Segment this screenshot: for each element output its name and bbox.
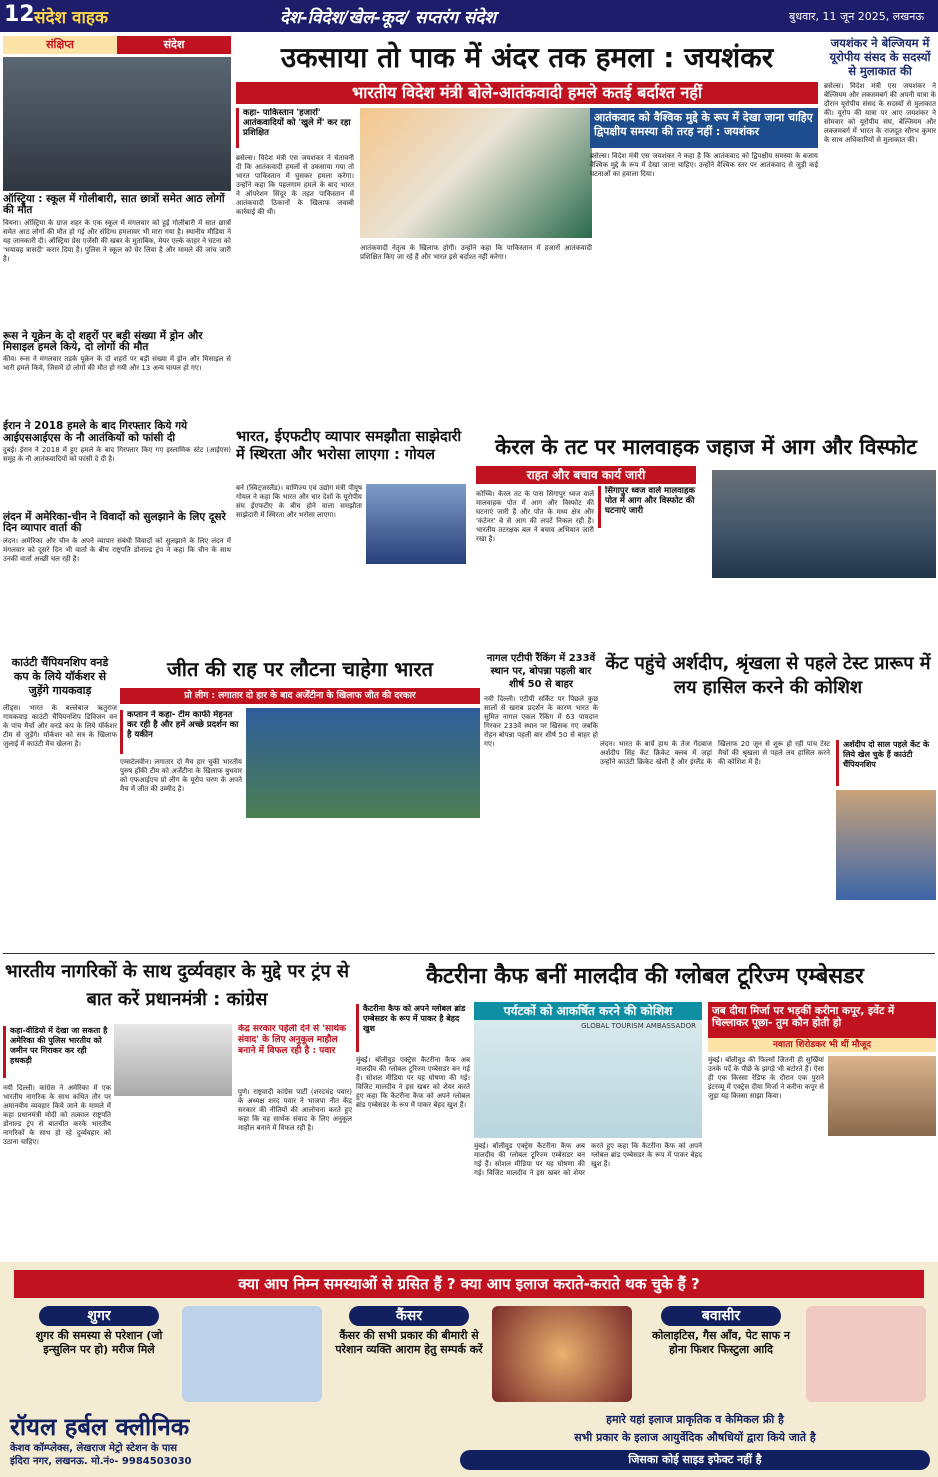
hockey-highlight-box: कप्तान ने कहा- टीम काफी मेहनत कर रही है और हमें अच्छे प्रदर्शन का है यकीन: [120, 710, 242, 754]
yorkshire-story: [3, 656, 117, 948]
kerala-headline: केरल के तट पर मालवाहक जहाज में आग और विस्फोट: [495, 435, 917, 459]
pawar-headline: केंद्र सरकार पहेली देने से 'सार्थक संवाद' के लिए अनुकूल माहौल बनाने में विफल रही है : पवार: [238, 1024, 347, 1056]
terror-global-headline: आतंकवाद को वैश्विक मुद्दे के रूप में देखा जाना चाहिए द्विपक्षीय समस्या की तरह नहीं : जयशंकर: [590, 108, 818, 148]
headline-russia: रूस ने यूक्रेन के दो शहरों पर बड़ी संख्या में ड्रोन और मिसाइल हमले किये, दो लोगों की मौत: [3, 329, 203, 353]
lead-subheadline: भारतीय विदेश मंत्री बोले-आतंकवादी हमले कतई बर्दाश्त नहीं: [236, 82, 818, 104]
headline-austria: ऑस्ट्रिया : स्कूल में गोलीबारी, सात छात्रों समेत आठ लोगों की मौत: [3, 193, 225, 217]
eu-parliament-headline: जयशंकर ने बेल्जियम में यूरोपीय संसद के सदस्यों से मुलाकात की: [829, 36, 931, 78]
issue-date: बुधवार, 11 जून 2025, लखनऊ: [789, 10, 924, 23]
terror-global-body: ब्रसेल्स। विदेश मंत्री एस जयशंकर ने कहा है कि आतंकवाद को द्विपक्षीय समस्या के बजाय वैश्विक मुद्दे के रूप में देखा जाना चाहिए। उन्होंने वैश्विक स्तर पर आतंकवाद से जुड़ी कई घटनाओं का हवाला दिया।: [590, 152, 818, 178]
kareena-body: मुंबई। बॉलीवुड की फिल्मों जितनी ही सुर्खियां उनके पर्दे के पीछे के झगड़े भी बटोरते हैं। ऐसा ही एक किस्सा रेडिफ के दौरान एक पुराने इंटरव्यू में एक्ट्रेस दीया मिर्जा ने करीना कपूर से जुड़ा यह किस्सा साझा किया।: [708, 1056, 824, 1100]
kareena-headline: जब दीया मिर्जा पर भड़कीं करीना कपूर, इवेंट में चिल्लाकर पूछा- तुम कौन होती हो: [708, 1002, 936, 1038]
tab-brief: संक्षिप्त: [3, 36, 117, 54]
cancer-text: कैंसर की सभी प्रकार की बीमारी से परेशान व्यक्ति आराम हेतु सम्पर्क करें: [335, 1329, 483, 1356]
congress-leader-photo: [114, 1024, 232, 1096]
cancer-label: कैंसर: [349, 1306, 469, 1326]
kerala-highlight-box: सिंगापुर ध्वज वाले मालवाहक पोत में आग और विस्फोट की घटनाएं जारी: [598, 486, 708, 528]
hockey-subheadline: प्रो लीग : लगातार दो हार के बाद अर्जेंटीना के खिलाफ जीत की दरकार: [120, 688, 480, 704]
cancer-box: [334, 1306, 484, 1402]
yorkshire-headline: काउंटी चैंपियनशिप वनडे कप के लिये यॉर्कशर से जुड़ेंगे गायकवाड़: [11, 656, 109, 697]
sugar-text: शुगर की समस्या से परेशान (जो इन्सुलिन पर हो) मरीज मिले: [35, 1329, 163, 1356]
clinic-address: केशव कॉम्प्लेक्स, लेखराज मेट्रो स्टेशन के पास: [10, 1443, 178, 1454]
body-russia: कीव। रूस ने मंगलवार तड़के यूक्रेन के दो शहरों पर बड़ी संख्या में ड्रोन और मिसाइल से भारी हमले किये, जिसमें दो लोगों की मौत हो गयी और 13 अन्य घायल हो गए।: [3, 355, 231, 373]
lead-body-col1: ब्रसेल्स। विदेश मंत्री एस जयशंकर ने चेतावनी दी कि आतंकवादी हमलों से उकसाया गया तो भारत पाकिस्तान में घुसकर हमला करेगा। उन्होंने कहा कि पहलगाम हमले के बाद भारत ने ऑपरेशन सिंदूर के तहत पाकिस्तान में आतंकवादी ठिकानों के खिलाफ जवाबी कार्रवाई की थी।: [236, 154, 354, 216]
katrina-body-cont: मुंबई। बॉलीवुड एक्ट्रेस कैटरीना कैफ अब मालदीव की ग्लोबल टूरिज्म एम्बेसडर बन गई हैं। सोशल मीडिया पर यह घोषणा की गई। विजिट मालदीव ने इस खबर को शेयर करते हुए कहा कि कैटरीना कैफ को अपने ग्लोबल ब्रांड एम्बेसडर के रूप में पाकर बेहद खुश हैं।: [474, 1142, 702, 1177]
ad-note-no-side-effect: जिसका कोई साइड इफेक्ट नहीं है: [460, 1450, 930, 1470]
sugar-box: [24, 1306, 174, 1402]
kerala-subheadline: राहत और बचाव कार्य जारी: [476, 466, 696, 484]
trade-headline: भारत, ईएफटीए व्यापार समझौता साझेदारी में स्थिरता और भरोसा लाएगा : गोयल: [236, 429, 462, 463]
arshdeep-body: लंदन। भारत के बायें हाथ के तेज गेंदबाज अर्शदीप सिंह केंट क्रिकेट क्लब में जहां उन्होंने काउंटी क्रिकेट खेली है और इंग्लैंड के खिलाफ 20 जून से शुरू हो रही पांच टेस्ट मैचों की श्रृंखला से पहले लय हासिल करने की कोशिश में हैं।: [600, 740, 830, 766]
katrina-photo-banner: पर्यटकों को आकर्षित करने की कोशिश: [474, 1002, 702, 1020]
goyal-photo: [366, 484, 466, 564]
hockey-match-photo: [246, 708, 480, 818]
headline-london-trade: लंदन में अमेरिका-चीन ने विवादों को सुलझाने के लिए दूसरे दिन व्यापार वार्ता की: [3, 510, 226, 535]
trade-body: बर्न (स्विट्जरलैंड)। वाणिज्य एवं उद्योग मंत्री पीयूष गोयल ने कहा कि भारत और चार देशों के यूरोपीय संघ ईएफटीए के बीच होने वाला समझौता साझेदारी में स्थिरता और भरोसा लाएगा।: [236, 484, 362, 519]
piles-label: बवासीर: [661, 1306, 781, 1326]
congress-headline: भारतीय नागरिकों के साथ दुर्व्यवहार के मुद्दे पर ट्रंप से बात करें प्रधानमंत्री : कांग्रेस: [5, 961, 349, 1010]
arshdeep-headline: केंट पहुंचे अर्शदीप, श्रृंखला से पहले टेस्ट प्रारूप में लय हासिल करने की कोशिश: [605, 653, 931, 698]
ranking-story: [484, 652, 598, 948]
katrina-headline: कैटरीना कैफ बनीं मालदीव की ग्लोबल टूरिज्म एम्बेसडर: [426, 964, 864, 989]
section-title: देश-विदेश/खेल-कूद/ सप्तरंग संदेश: [280, 8, 496, 28]
glucometer-image: [182, 1306, 322, 1402]
arshdeep-photo: [836, 790, 936, 900]
piles-image: [806, 1306, 926, 1402]
body-iran: दुबई। ईरान ने 2018 में हुए हमले के बाद गिरफ्तार किए गए इस्लामिक स्टेट (आईएस) समूह के नौ आतंकवादियों को फांसी दे दी है।: [3, 445, 231, 463]
katrina-photo: [474, 1002, 702, 1138]
yorkshire-body: लीड्स। भारत के बल्लेबाज ऋतुराज गायकवाड़ काउंटी चैंपियनशिप डिविजन वन के पांच मैचों और वनडे कप के लिये यॉर्कशर टीम से जुड़ेंगे। यॉर्कशर को सत्र के खिलाफ जुलाई में काउंटी मैच खेलना है।: [3, 704, 117, 748]
tab-sandesh: संदेश: [117, 36, 231, 54]
arshdeep-highlight-box: अर्शदीप दो साल पहले केंट के लिये खेल चुके हैं काउंटी चैंपियनशिप: [836, 740, 936, 786]
masthead: [0, 0, 938, 32]
right-column: [824, 36, 936, 428]
pawar-body: पुणे। राष्ट्रवादी कांग्रेस पार्टी (शरदचंद्र पवार) के अध्यक्ष शरद पवार ने भाजपा नीत केंद्र सरकार की नीतियों की आलोचना करते हुए कहा कि वह सार्थक संवाद के लिए अनुकूल माहौल बनाने में विफल रही है।: [238, 1088, 352, 1132]
herbal-clinic-ad: [0, 1262, 938, 1477]
body-london-trade: लंदन। अमेरिका और चीन के अपने व्यापार संबंधी विवादों को सुलझाने के लिए लंदन में मंगलवार को दूसरे दिन भी वार्ता के बीच राष्ट्रपति डोनाल्ड ट्रंप ने कहा कि चीन के साथ उनकी वार्ता अच्छी चल रही है।: [3, 536, 231, 563]
lead-highlight-box: कहा- पाकिस्तान 'हजारों' आतंकवादियों को 'खुले में' कर रहा प्रशिक्षित: [236, 108, 354, 148]
section-divider: [3, 953, 935, 954]
ad-top-banner: क्या आप निम्न समस्याओं से ग्रसित हैं ? क्या आप इलाज कराते-कराते थक चुके हैं ?: [14, 1270, 924, 1298]
newspaper-logo: संदेश वाहक: [34, 8, 108, 28]
piles-box: [646, 1306, 796, 1402]
trade-story: [236, 428, 468, 638]
piles-text: कोलाइटिस, गैस आँव, पेट साफ न होना फिशर फिस्टुला आदि: [652, 1329, 790, 1356]
brief-column: [3, 36, 231, 650]
ad-note-natural: हमारे यहां इलाज प्राकृतिक व केमिकल फ्री है: [606, 1413, 784, 1426]
katrina-photo-caption: GLOBAL TOURISM AMBASSADOR: [581, 1022, 696, 1030]
body-austria: वियना। ऑस्ट्रिया के ग्राज शहर के एक स्कूल में मंगलवार को हुई गोलीबारी में सात छात्रों समेत आठ लोगों की मौत हो गई और संदिग्ध हमलावर भी मारा गया है। स्थानीय मीडिया ने यह जानकारी दी। ऑस्ट्रिया प्रेस एजेंसी की खबर के मुताबिक, मेयर एल्के काहर ने घटना को 'भयावह त्रासदी' करार दिया है। पुलिस ने स्कूल को घेर लिया है और मामले की जांच जारी है।: [3, 218, 231, 263]
ranking-headline: नागल एटीपी रैंकिंग में 233वें स्थान पर, बोपन्ना पहली बार शीर्ष 50 से बाहर: [486, 653, 596, 690]
dia-mirza-photo: [828, 1056, 936, 1136]
hockey-headline: जीत की राह पर लौटना चाहेगा भारत: [166, 657, 434, 681]
katrina-highlight-box: कैटरीना कैफ को अपने ग्लोबल ब्रांड एम्बेसडर के रूप में पाकर है बेहद खुश: [356, 1004, 470, 1052]
headline-iran: ईरान ने 2018 हमले के बाद गिरफ्तार किये गये आईएसआईएस के नौ आतंकियों को फांसी दी: [3, 420, 188, 444]
kareena-subheadline: नवाता शिरोडकर भी थीं मौजूद: [708, 1038, 936, 1052]
ranking-body: नयी दिल्ली। एटीपी सर्किट पर पिछले कुछ सालों से खराब प्रदर्शन के कारण भारत के सुमित नागल एकल रैंकिंग में 63 पायदान गिरकर 233वें स्थान पर खिसक गए जबकि रोहन बोपन्ना पहली बार शीर्ष 50 से बाहर हो गए।: [484, 695, 598, 748]
terror-global-story: [590, 108, 818, 428]
brief-tabs: [3, 36, 231, 54]
kerala-body: कोच्चि। केरल तट के पास सिंगापुर ध्वज वाले मालवाहक पोत में आग और विस्फोट की घटनाएं जारी हैं और पोत के मध्य क्षेत्र और 'कंटेनर' बे से आग की लपटें निकल रही हैं। भारतीय तटरक्षक बल ने बचाव अभियान जारी रखा है।: [476, 490, 594, 543]
eu-parliament-body: ब्रसेल्स। विदेश मंत्री एस जयशंकर ने बेल्जियम और लक्जमबर्ग की अपनी यात्रा के दौरान यूरोपीय संसद के सदस्यों से मुलाकात की। यूरोप की यात्रा पर आए जयशंकर ने सोमवार को यूरोपीय संघ, बेल्जियम और लक्जमबर्ग में भारत के राजदूत सौरभ कुमार के साथ अधिकारियों से मुलाकात की।: [824, 82, 936, 144]
hockey-body: एम्सटेलवीन। लगातार दो मैच हार चुकी भारतीय पुरुष हॉकी टीम को अर्जेंटीना के खिलाफ बुधवार को एफआईएच प्रो लीग के यूरोप चरण के अपने मैच में जीत की उम्मीद है।: [120, 758, 242, 793]
lead-headline: उकसाया तो पाक में अंदर तक हमला : जयशंकर: [280, 41, 774, 74]
katrina-body: मुंबई। बॉलीवुड एक्ट्रेस कैटरीना कैफ अब मालदीव की ग्लोबल टूरिज्म एम्बेसडर बन गई हैं। सोशल मीडिया पर यह घोषणा की गई। विजिट मालदीव ने इस खबर को शेयर करते हुए कहा कि कैटरीना कैफ को अपने ग्लोबल ब्रांड एम्बेसडर के रूप में पाकर बेहद खुश हैं।: [356, 1056, 470, 1109]
cancer-cell-image: [492, 1306, 632, 1402]
ad-note-ayurvedic: सभी प्रकार के इलाज आयुर्वेदिक औषधियों द्वारा किये जाते है: [574, 1431, 816, 1444]
austria-police-photo: [3, 57, 231, 191]
sugar-label: शुगर: [39, 1306, 159, 1326]
lead-story: [236, 108, 596, 428]
jaishankar-photo: [360, 108, 592, 238]
burning-ship-photo: [712, 470, 936, 578]
clinic-phone: इंदिरा नगर, लखनऊ. मो.नं०- 9984503030: [10, 1456, 192, 1467]
congress-highlight-box: कहा-वीडियो में देखा जा सकता है अमेरिका की पुलिस भारतीय को जमीन पर गिराकर कर रही हथकड़ी: [3, 1026, 111, 1078]
clinic-info: [10, 1412, 430, 1468]
page-number: 12: [4, 2, 35, 27]
lead-body-col2: आतंकवादी नेतृत्व के खिलाफ होगी। उन्होंने कहा कि पाकिस्तान में हजारों आतंकवादी प्रशिक्षित किए जा रहे हैं और भारत इसे बर्दाश्त नहीं करेगा।: [360, 244, 592, 261]
clinic-name: रॉयल हर्बल क्लीनिक: [10, 1413, 190, 1441]
congress-body: नयी दिल्ली। कांग्रेस ने अमेरिका में एक भारतीय नागरिक के साथ कथित तौर पर अमानवीय व्यवहार किये जाने के मामले में कहा प्रधानमंत्री मोदी को तत्काल राष्ट्रपति डोनाल्ड ट्रंप से बातचीत करके भारतीय नागरिकों के साथ हो रहे दुर्व्यवहार को उठाना चाहिए।: [3, 1084, 111, 1146]
